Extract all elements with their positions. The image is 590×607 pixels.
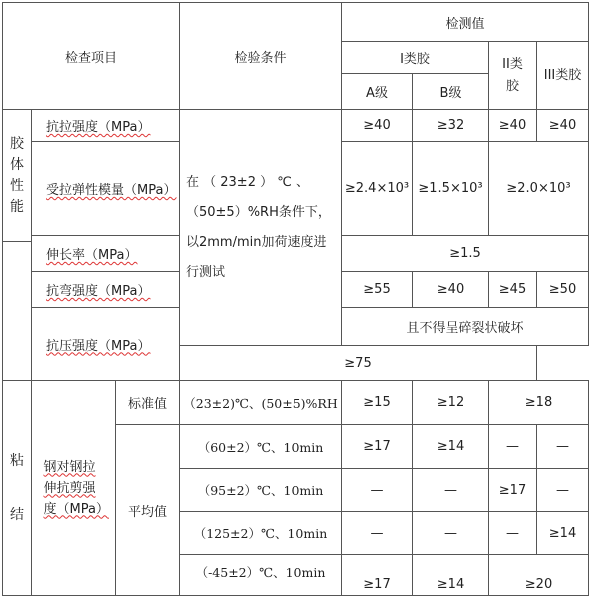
header-grade-a: A级 [342,74,413,110]
header-check-item: 检查项目 [3,3,180,110]
compress-all: ≥75 [180,346,537,381]
bending-label-text: 抗弯强度（MPa） [46,284,151,299]
shear-t125-c3: ≥14 [537,512,589,555]
group-bond [3,381,32,596]
shear-std-a: ≥15 [342,381,413,425]
shear-std-label: 标准值 [116,381,180,425]
tensile-c3: ≥40 [537,110,589,142]
row-compress-label [32,308,180,381]
shear-t60-a: ≥17 [342,425,413,469]
shear-t60-cond: （60±2）℃、10min [180,425,342,469]
header-class2 [489,42,537,110]
shear-tm45-c23: ≥20 [489,555,589,596]
shear-tm45-a: ≥17 [342,555,413,596]
header-class2-text: II类胶 [502,56,523,94]
tensile-b: ≥32 [413,110,489,142]
compress-label-text: 抗压强度（MPa） [46,338,151,354]
shear-t125-cond: （125±2）℃、10min [180,512,342,555]
shear-std-c23: ≥18 [489,381,589,425]
modulus-b: ≥1.5×10³ [413,142,489,236]
bending-a: ≥55 [342,272,413,308]
shear-t125-b: — [413,512,489,555]
condition-cell [180,110,342,346]
row-modulus-label [32,142,180,236]
row-elongation-label [32,236,180,272]
shear-t95-b: — [413,469,489,512]
group-body [3,110,32,242]
tensile-a: ≥40 [342,110,413,142]
bending-c3: ≥50 [537,272,589,308]
shear-t125-c2: — [489,512,537,555]
shear-t60-c2: — [489,425,537,469]
shear-t60-b: ≥14 [413,425,489,469]
bending-b: ≥40 [413,272,489,308]
shear-t95-a: — [342,469,413,512]
shear-label-text: 钢对钢拉伸抗剪强度（MPa） [43,459,109,517]
shear-tm45-b: ≥14 [413,555,489,596]
header-check-condition: 检验条件 [180,3,342,110]
shear-t60-c3: — [537,425,589,469]
modulus-c23: ≥2.0×10³ [489,142,589,236]
shear-t95-cond: （95±2）℃、10min [180,469,342,512]
header-detect-value: 检测值 [342,3,589,42]
elongation-all: ≥1.5 [342,236,589,272]
group-body-blank [3,242,32,381]
group-body-text: 胶体性能 [10,135,24,215]
tensile-c2: ≥40 [489,110,537,142]
bending-c2: ≥45 [489,272,537,308]
shear-tm45-cond: （-45±2）℃、10min [180,555,342,596]
shear-label-cell [32,381,116,596]
header-class3-text: III类胶 [543,67,582,83]
shear-avg-label: 平均值 [116,425,180,596]
row-bending-label [32,272,180,308]
elongation-label-text: 伸长率（MPa） [46,248,138,263]
shear-std-cond: （23±2)℃、(50±5)%RH [180,381,342,425]
shear-t95-c2: ≥17 [489,469,537,512]
condition-text: 在 （ 23±2 ） ℃ 、（50±5）%RH条件下，以2mm/min加荷速度进行测试 [186,174,331,280]
modulus-a: ≥2.4×10³ [342,142,413,236]
header-class1: I类胶 [342,42,489,74]
header-class3 [537,42,589,110]
shear-t125-a: — [342,512,413,555]
bending-note: 且不得呈碎裂状破坏 [342,308,589,346]
spec-table [2,2,589,596]
shear-std-b: ≥12 [413,381,489,425]
tensile-label-text: 抗拉强度（MPa） [46,120,151,135]
header-grade-b: B级 [413,74,489,110]
modulus-label-text: 受拉弹性模量（MPa） [46,183,177,198]
row-tensile-label [32,110,180,142]
shear-t95-c3: — [537,469,589,512]
group-bond-text: 粘结 [10,453,24,523]
